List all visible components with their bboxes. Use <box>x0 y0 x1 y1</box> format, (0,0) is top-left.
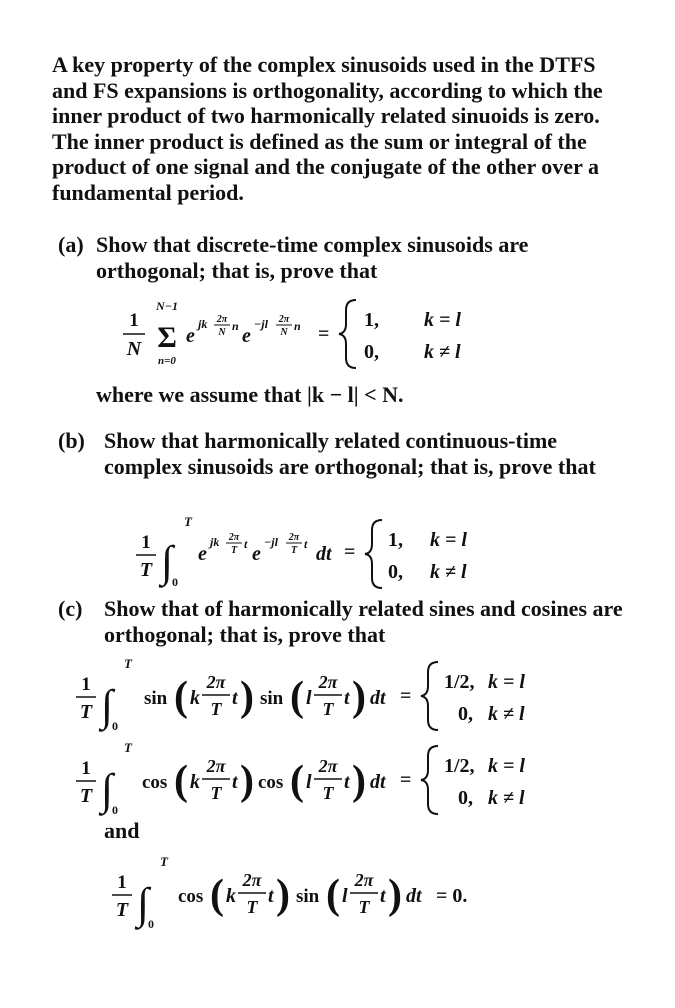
eq-a-exp1-n: n <box>232 319 239 333</box>
eq-b-exp2-den: T <box>290 545 298 556</box>
eq-a-sum-upper: N−1 <box>156 299 178 313</box>
eq-a-case2-cond: k ≠ l <box>424 341 461 363</box>
eq-c2-int-lower: 0 <box>112 803 118 817</box>
eq-c3-int-lower: 0 <box>148 917 154 931</box>
eq-b-case1-cond: k = l <box>430 529 467 551</box>
eq-c1-paren2-close: ) <box>352 674 366 720</box>
eq-b-exp2-prefix: −jl <box>264 535 278 549</box>
eq-a-exp2-den: N <box>280 327 288 338</box>
equation-c-cos-cos <box>74 736 594 824</box>
eq-a-case2-value: 0, <box>364 341 379 363</box>
left-brace-icon <box>421 746 438 814</box>
eq-c3-t1: t <box>268 885 274 907</box>
eq-b-case2-value: 0, <box>388 561 403 583</box>
eq-c2-den1: T <box>210 783 222 803</box>
eq-c1-paren2-open: ( <box>290 674 304 720</box>
equation-c-sin-sin <box>74 652 594 740</box>
eq-c3-num1: 2π <box>242 870 262 890</box>
eq-c1-paren1-close: ) <box>240 674 254 720</box>
eq-c1-den1: T <box>210 699 222 719</box>
eq-c2-paren2-close: ) <box>352 758 366 804</box>
eq-a-e2: e <box>242 325 251 347</box>
eq-a-denominator: N <box>126 338 142 360</box>
eq-c1-func1: sin <box>144 688 168 709</box>
eq-c3-num2: 2π <box>354 870 374 890</box>
eq-b-exp1-den: T <box>230 545 238 556</box>
eq-c3-paren2-open: ( <box>326 872 340 918</box>
equation-c-cos-sin <box>110 850 530 938</box>
eq-a-case1-cond: k = l <box>424 309 461 331</box>
eq-c2-paren1-close: ) <box>240 758 254 804</box>
eq-c1-paren1-open: ( <box>174 674 188 720</box>
eq-c2-numerator: 1 <box>81 758 91 779</box>
eq-b-exp2-t: t <box>304 537 308 551</box>
eq-c2-func2: cos <box>258 772 284 793</box>
part-a-text: Show that discrete-time complex sinusoids are orthogonal; that is, prove that <box>96 232 529 283</box>
part-b-text: Show that harmonically related continuous-time complex sinusoids are orthogonal; that is, prove that <box>104 428 596 479</box>
eq-c1-case1-value: 1/2, <box>444 671 475 693</box>
eq-c2-den2: T <box>322 783 334 803</box>
eq-c1-int-upper: T <box>124 656 132 671</box>
eq-c3-dt: dt <box>406 885 422 907</box>
eq-c1-equals: = <box>400 685 412 707</box>
eq-c2-int-upper: T <box>124 740 132 755</box>
eq-b-case1-value: 1, <box>388 529 403 551</box>
eq-c1-int-lower: 0 <box>112 719 118 733</box>
eq-a-exp2-num: 2π <box>278 314 290 325</box>
intro-paragraph: A key property of the complex sinusoids used in the DTFS and FS expansions is orthogonality, according to which the inner product of two harmonically related sinuoids is zero. The inner product is defined as the sum or integral of the product of one signal and the conjugate of the other over a fundamental period. <box>52 52 603 205</box>
eq-c3-den1: T <box>246 897 258 917</box>
eq-b-exp2-num: 2π <box>288 532 300 543</box>
eq-a-exp1-prefix: jk <box>198 317 208 331</box>
eq-c1-t1: t <box>232 687 238 709</box>
left-brace-icon <box>339 300 356 368</box>
eq-b-exp1-t: t <box>244 537 248 551</box>
eq-c1-func2: sin <box>260 688 284 709</box>
eq-c2-paren1-open: ( <box>174 758 188 804</box>
eq-c2-l: l <box>306 771 312 793</box>
eq-a-sum-lower: n=0 <box>158 355 176 367</box>
eq-c3-func2: sin <box>296 886 320 907</box>
eq-c2-equals: = <box>400 769 412 791</box>
eq-c2-func1: cos <box>142 772 168 793</box>
eq-a-exp1-den: N <box>218 327 226 338</box>
part-c-label: (c) <box>58 596 83 621</box>
eq-b-case2-cond: k ≠ l <box>430 561 467 583</box>
eq-b-e2: e <box>252 543 261 565</box>
eq-b-exp1-num: 2π <box>228 532 240 543</box>
eq-c2-case2-value: 0, <box>458 787 473 809</box>
eq-c2-t2: t <box>344 771 350 793</box>
eq-c1-den2: T <box>322 699 334 719</box>
eq-c2-case2-cond: k ≠ l <box>488 787 525 809</box>
eq-a-exp2-prefix: −jl <box>254 317 268 331</box>
part-c-and: and <box>104 818 140 843</box>
eq-c1-k: k <box>190 687 200 709</box>
integral-icon: ∫ <box>101 765 114 814</box>
eq-b-equals: = <box>344 541 356 563</box>
eq-c2-paren2-open: ( <box>290 758 304 804</box>
eq-c3-den2: T <box>358 897 370 917</box>
eq-c1-case1-cond: k = l <box>488 671 525 693</box>
eq-b-int-lower: 0 <box>172 575 178 589</box>
left-brace-icon <box>421 662 438 730</box>
eq-b-dt: dt <box>316 543 332 565</box>
sigma-icon: Σ <box>157 321 177 354</box>
eq-c2-denominator: T <box>79 785 93 807</box>
part-c <box>58 596 628 648</box>
eq-a-exp2-n: n <box>294 319 301 333</box>
eq-c3-k: k <box>226 885 236 907</box>
eq-c1-num2: 2π <box>318 672 338 692</box>
part-a-label: (a) <box>58 232 84 257</box>
eq-a-case1-value: 1, <box>364 309 379 331</box>
eq-c3-l: l <box>342 885 348 907</box>
eq-c3-paren1-open: ( <box>210 872 224 918</box>
eq-b-numerator: 1 <box>141 532 151 553</box>
equation-a <box>120 292 540 376</box>
eq-a-exp1-num: 2π <box>216 314 228 325</box>
integral-icon: ∫ <box>161 537 174 586</box>
eq-b-denominator: T <box>139 559 153 581</box>
eq-c1-dt: dt <box>370 687 386 709</box>
eq-c2-dt: dt <box>370 771 386 793</box>
eq-c1-case2-cond: k ≠ l <box>488 703 525 725</box>
part-c-text: Show that of harmonically related sines and cosines are orthogonal; that is, prove that <box>104 596 623 647</box>
eq-c1-case2-value: 0, <box>458 703 473 725</box>
eq-c2-num1: 2π <box>206 756 226 776</box>
eq-c2-t1: t <box>232 771 238 793</box>
eq-c1-denominator: T <box>79 701 93 723</box>
eq-c3-int-upper: T <box>160 854 168 869</box>
equation-b <box>134 510 534 596</box>
eq-b-e1: e <box>198 543 207 565</box>
eq-c3-paren2-close: ) <box>388 872 402 918</box>
eq-c2-case1-value: 1/2, <box>444 755 475 777</box>
integral-icon: ∫ <box>101 681 114 730</box>
eq-c1-l: l <box>306 687 312 709</box>
part-b-label: (b) <box>58 428 85 453</box>
eq-a-e1: e <box>186 325 195 347</box>
eq-c2-case1-cond: k = l <box>488 755 525 777</box>
left-brace-icon <box>365 520 382 588</box>
eq-c3-numerator: 1 <box>117 872 127 893</box>
eq-b-exp1-prefix: jk <box>210 535 220 549</box>
eq-c3-result: = 0. <box>436 885 468 907</box>
eq-a-numerator: 1 <box>129 310 139 331</box>
eq-c2-k: k <box>190 771 200 793</box>
eq-c1-num1: 2π <box>206 672 226 692</box>
eq-c1-t2: t <box>344 687 350 709</box>
part-a-assumption: where we assume that |k − l| < N. <box>96 382 404 407</box>
eq-c3-func1: cos <box>178 886 204 907</box>
part-b <box>58 428 628 506</box>
eq-c1-numerator: 1 <box>81 674 91 695</box>
eq-c3-paren1-close: ) <box>276 872 290 918</box>
integral-icon: ∫ <box>137 879 150 928</box>
eq-c3-denominator: T <box>115 899 129 921</box>
eq-c2-num2: 2π <box>318 756 338 776</box>
part-a <box>58 232 628 284</box>
eq-c3-t2: t <box>380 885 386 907</box>
eq-b-int-upper: T <box>184 514 192 529</box>
eq-a-equals: = <box>318 323 330 345</box>
